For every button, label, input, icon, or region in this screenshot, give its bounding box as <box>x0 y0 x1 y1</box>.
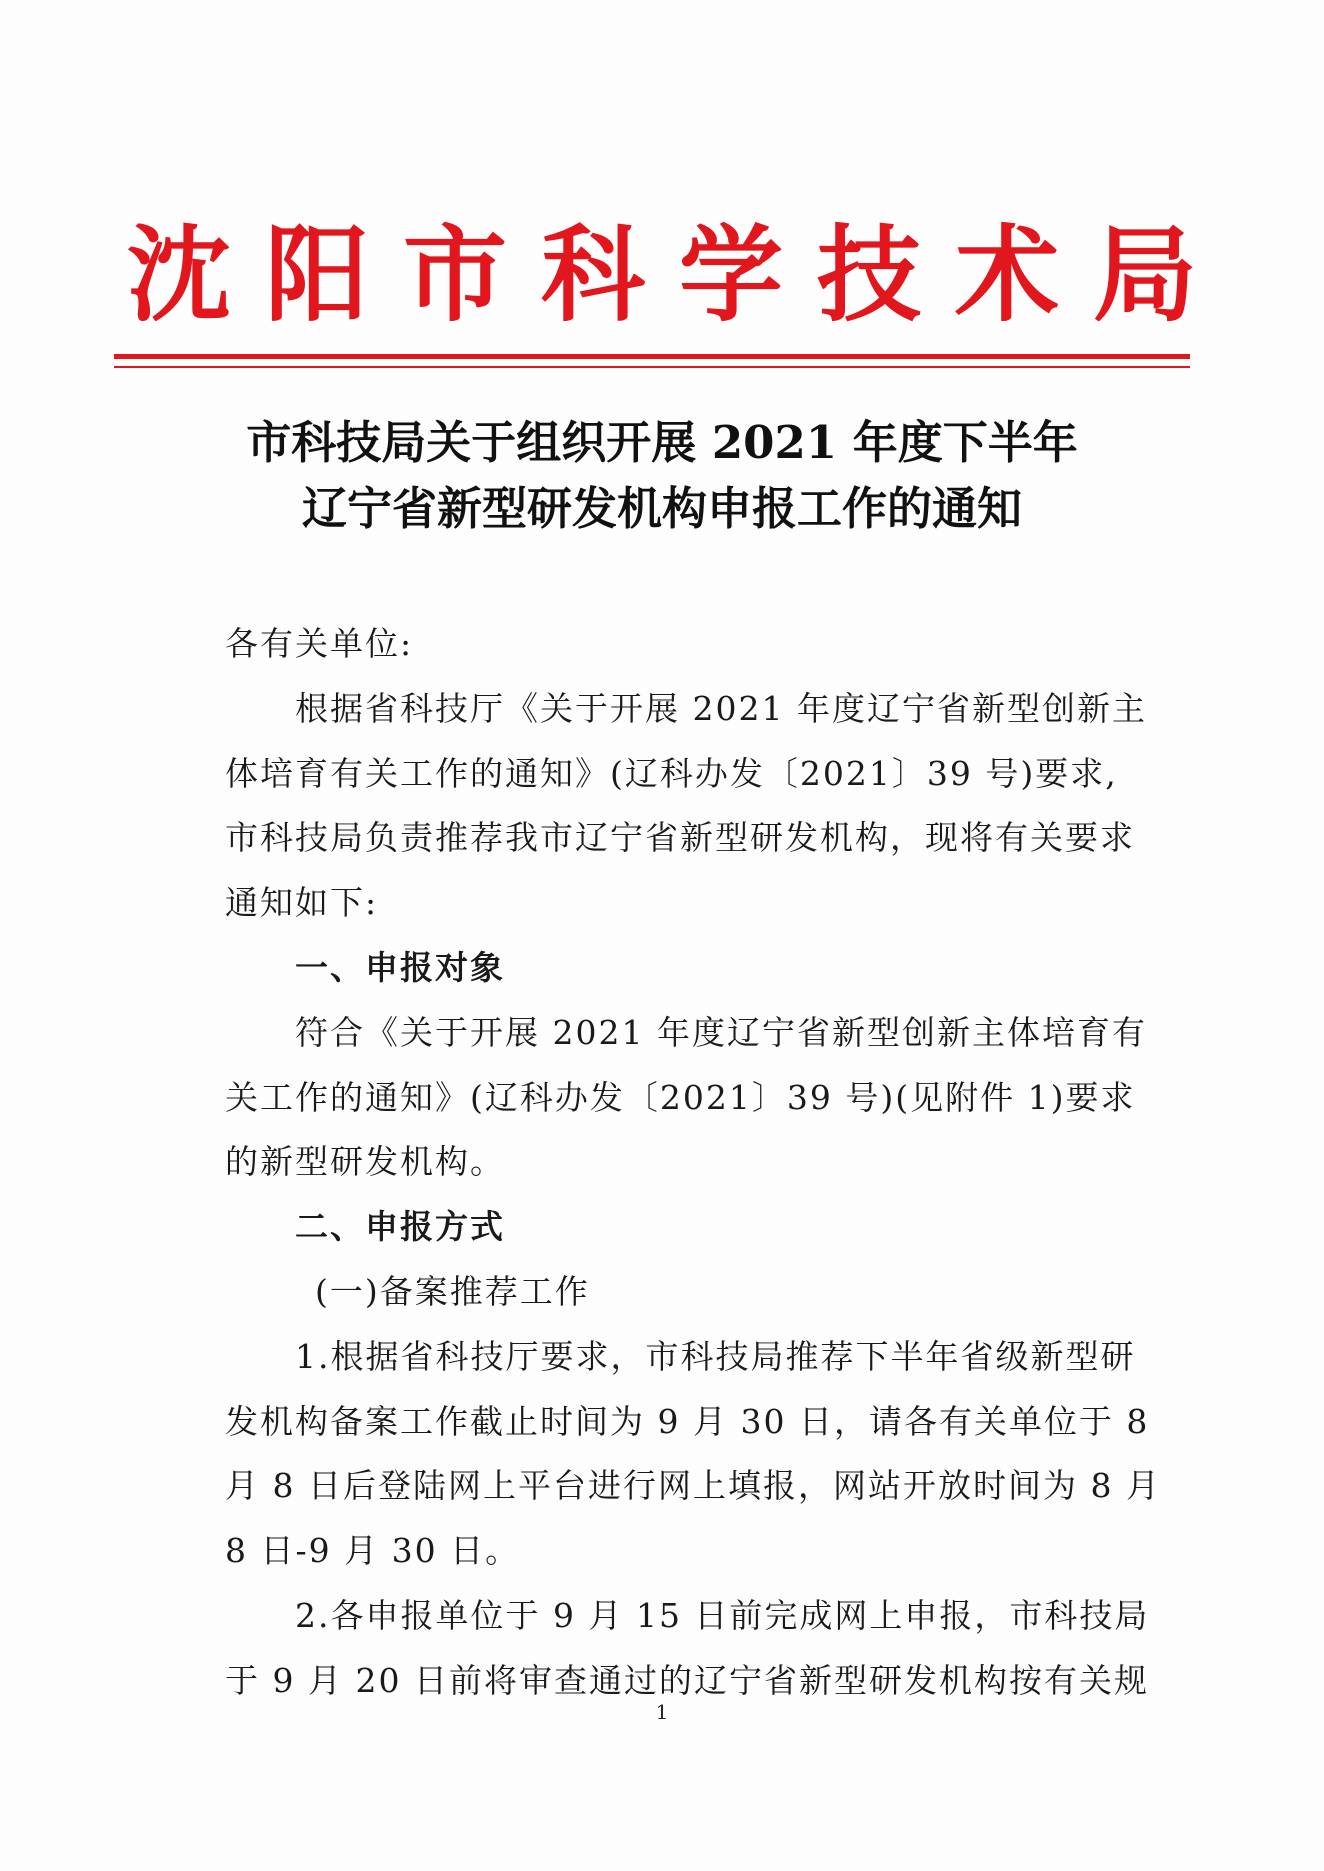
body-line: 根据省科技厅《关于开展 2021 年度辽宁省新型创新主 <box>295 688 1147 728</box>
body-line: 1.根据省科技厅要求，市科技局推荐下半年省级新型研 <box>295 1336 1136 1376</box>
body-line: 于 9 月 20 日前将审查通过的辽宁省新型研发机构按有关规 <box>225 1660 1149 1700</box>
masthead-org-name: 沈阳市科学技术局 <box>126 214 1231 336</box>
subsection-heading: (一)备案推荐工作 <box>315 1271 590 1311</box>
body-line: 8 日-9 月 30 日。 <box>225 1531 521 1571</box>
masthead-rule-thick <box>114 354 1190 359</box>
body-line: 的新型研发机构。 <box>225 1142 505 1182</box>
body-line: 符合《关于开展 2021 年度辽宁省新型创新主体培育有 <box>295 1012 1147 1052</box>
document-title <box>0 410 1324 542</box>
body-line: 体培育有关工作的通知》(辽科办发〔2021〕39 号)要求, <box>225 753 1118 793</box>
body-line: 市科技局负责推荐我市辽宁省新型研发机构，现将有关要求 <box>225 818 1135 858</box>
document-title-line1: 市科技局关于组织开展 2021 年度下半年 <box>246 416 1078 469</box>
section-heading-1: 一、申报对象 <box>295 947 505 987</box>
page-number: 1 <box>655 1700 669 1724</box>
body-line: 通知如下: <box>225 883 379 923</box>
document-title-line2: 辽宁省新型研发机构申报工作的通知 <box>301 482 1022 535</box>
body-line: 发机构备案工作截止时间为 9 月 30 日，请各有关单位于 8 <box>225 1401 1150 1441</box>
masthead-rule-thin <box>114 366 1190 368</box>
salutation: 各有关单位: <box>225 624 414 663</box>
body-line: 关工作的通知》(辽科办发〔2021〕39 号)(见附件 1)要求 <box>225 1077 1136 1117</box>
document-body <box>225 612 1161 1714</box>
body-line: 月 8 日后登陆网上平台进行网上填报，网站开放时间为 8 月 <box>225 1466 1161 1506</box>
body-line: 2.各申报单位于 9 月 15 日前完成网上申报，市科技局 <box>295 1595 1150 1635</box>
section-heading-2: 二、申报方式 <box>295 1207 505 1247</box>
